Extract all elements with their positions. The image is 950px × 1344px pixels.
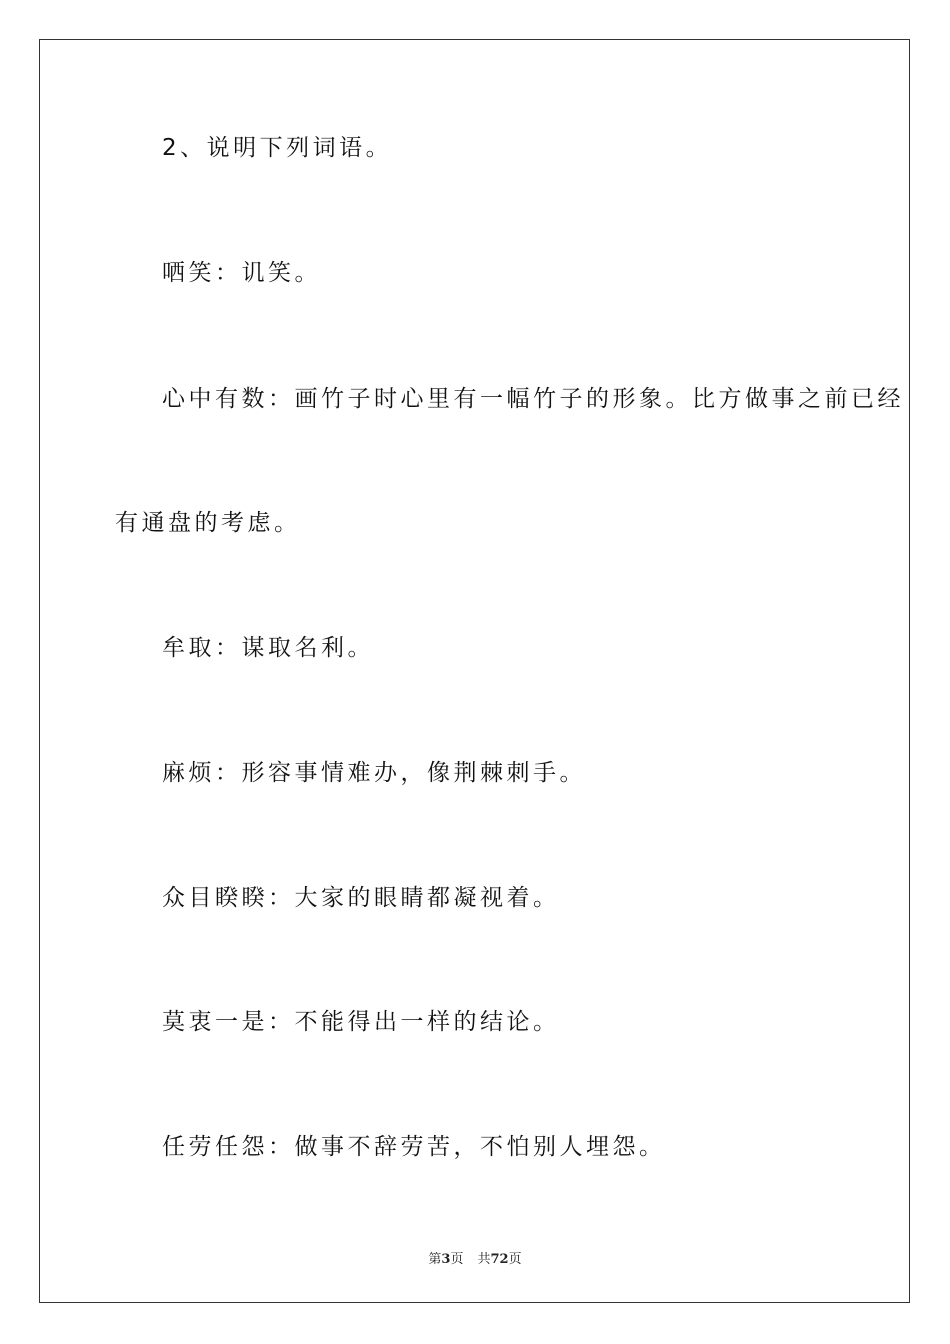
footer-total-pages: 72 (490, 1252, 509, 1267)
text-line-heading: 2、说明下列词语。 (162, 135, 393, 161)
text-line-mafan: 麻烦：形容事情难办，像荆棘刺手。 (162, 760, 586, 786)
footer-page-number: 3 (441, 1252, 451, 1267)
text-line-renlaorenyuan: 任劳任怨：做事不辞劳苦，不怕别人埋怨。 (162, 1134, 666, 1160)
footer-total-prefix: 共 (477, 1252, 491, 1267)
text-line-mozhongyishi: 莫衷一是：不能得出一样的结论。 (162, 1009, 560, 1035)
footer-page-suffix: 页 (450, 1252, 464, 1267)
footer-total-suffix: 页 (508, 1252, 522, 1267)
footer-page-prefix: 第 (428, 1252, 442, 1267)
text-line-shenxiao: 哂笑：讥笑。 (162, 260, 321, 286)
page-border (39, 39, 910, 1303)
text-line-mouqu: 牟取：谋取名利。 (162, 635, 374, 661)
text-line-zhongmukuikui: 众目睽睽：大家的眼睛都凝视着。 (162, 885, 560, 911)
text-line-xinzhongyoushu-cont: 有通盘的考虑。 (115, 510, 301, 536)
text-line-xinzhongyoushu: 心中有数：画竹子时心里有一幅竹子的形象。比方做事之前已经 (162, 386, 904, 412)
page-footer (0, 1248, 950, 1267)
